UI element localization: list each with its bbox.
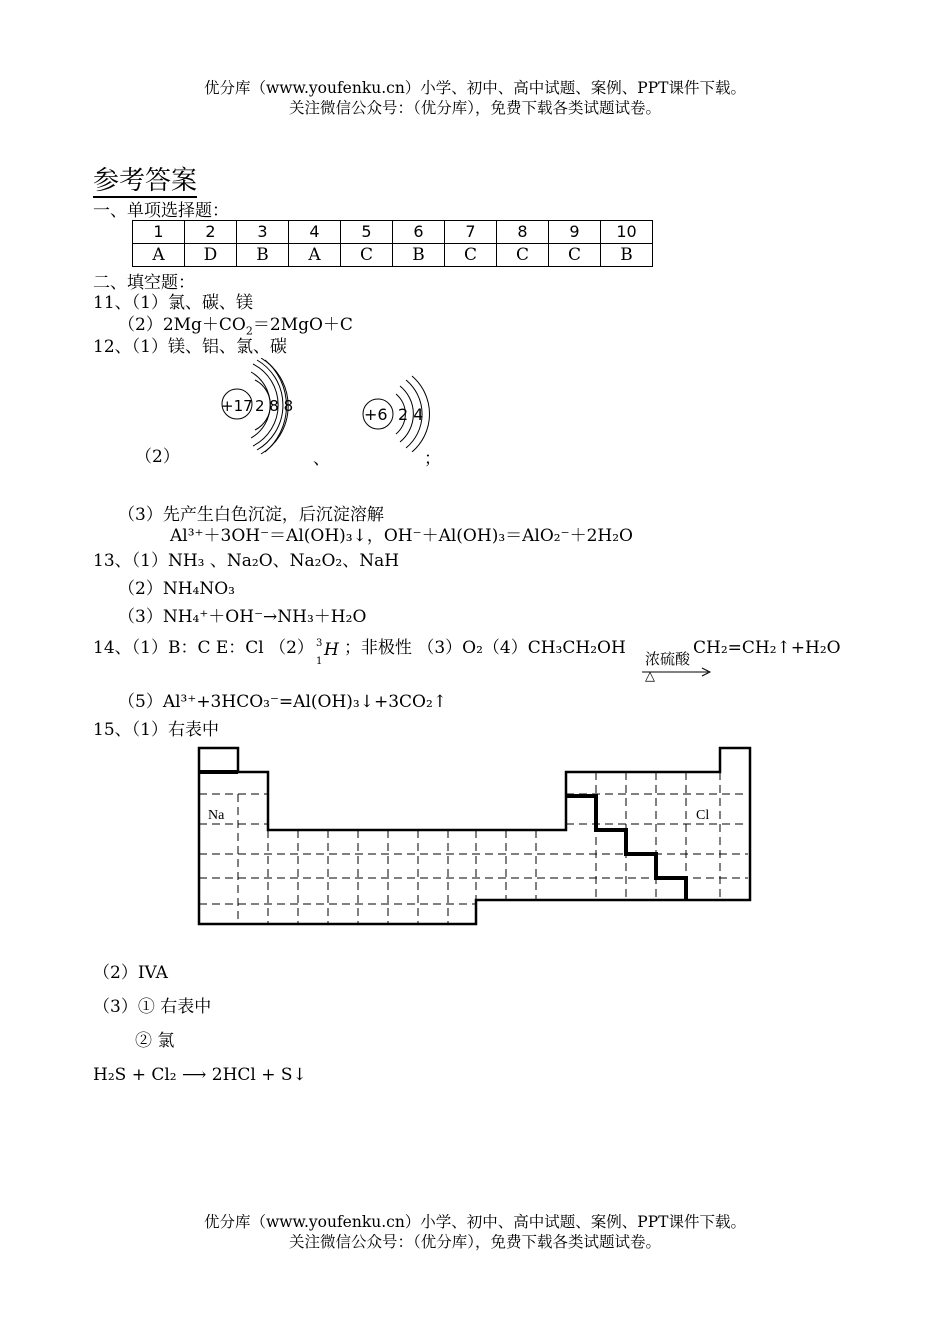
answer-letter: B xyxy=(601,244,653,267)
answer-letter: B xyxy=(393,244,445,267)
answer-letter: C xyxy=(341,244,393,267)
page-title: 参考答案 xyxy=(93,166,198,196)
section-single-choice: 一、单项选择题： xyxy=(93,201,229,221)
answer-number: 10 xyxy=(601,221,653,244)
answer-number: 1 xyxy=(133,221,185,244)
answer-letter-row xyxy=(133,244,653,267)
answer-number: 7 xyxy=(445,221,497,244)
answer-number: 4 xyxy=(289,221,341,244)
answer-letter: C xyxy=(549,244,601,267)
sodium-label: Na xyxy=(208,808,225,823)
q12-separator: ； xyxy=(424,449,441,469)
answer-number: 2 xyxy=(185,221,237,244)
answer-number: 9 xyxy=(549,221,601,244)
q14-part1-c: CH₂=CH₂↑+H₂O xyxy=(693,638,841,658)
footer-line-2: 关注微信公众号：（优分库），免费下载各类试题试卷。 xyxy=(288,1233,661,1251)
isotope-symbol: H xyxy=(323,640,339,660)
q12-part1: 12、（1）镁、铝、氯、碳 xyxy=(93,337,287,357)
answer-letter: C xyxy=(445,244,497,267)
chlorine-ion-structure-diagram xyxy=(205,358,315,458)
answer-number: 5 xyxy=(341,221,393,244)
q15-part3: （3）① 右表中 xyxy=(93,997,212,1017)
nuclear-charge: +17 xyxy=(221,397,253,415)
q11-part2-sub: 2 xyxy=(245,324,253,338)
q15-equation: H₂S + Cl₂ ⟶ 2HCl + S↓ xyxy=(93,1065,307,1085)
q11-part1: 11、（1）氯、碳、镁 xyxy=(93,293,253,313)
q12-part3: （3）先产生白色沉淀，后沉淀溶解 xyxy=(118,505,384,525)
header-line-2: 关注微信公众号：（优分库），免费下载各类试题试卷。 xyxy=(288,99,661,117)
reaction-condition-catalyst: 浓硫酸 xyxy=(645,650,691,668)
q14-part5: （5）Al³⁺+3HCO₃⁻=Al(OH)₃↓+3CO₂↑ xyxy=(118,692,448,712)
q12-equation: Al³⁺＋3OH⁻＝Al(OH)₃↓，OH⁻＋Al(OH)₃＝AlO₂⁻＋2H₂O xyxy=(170,526,633,546)
answer-table xyxy=(132,220,653,267)
isotope-atomic-number: 1 xyxy=(315,656,323,667)
footer-line-1: 优分库（www.youfenku.cn）小学、初中、高中试题、案例、PPT课件下载。 xyxy=(203,1213,747,1231)
periodic-table-diagram xyxy=(190,742,760,932)
q15-part3-b: ② 氯 xyxy=(135,1031,175,1051)
answer-number: 6 xyxy=(393,221,445,244)
nuclear-charge: +6 xyxy=(364,405,388,424)
table-outline xyxy=(199,748,750,924)
q12-part2: （2） xyxy=(135,447,180,467)
electron-shells: 2 8 8 xyxy=(255,397,294,415)
q15-part1: 15、（1）右表中 xyxy=(93,720,219,740)
q14-part1-b: ；非极性 （3）O₂（4）CH₃CH₂OH xyxy=(343,638,626,658)
q13-part2: （2）NH₄NO₃ xyxy=(118,579,235,599)
answer-letter: D xyxy=(185,244,237,267)
answer-number-row xyxy=(133,221,653,244)
electron-shells: 2 4 xyxy=(398,405,424,424)
q11-part2-b: ＝2MgO＋C xyxy=(252,315,353,335)
q14-part1 xyxy=(93,637,626,667)
hydrogen-3-isotope xyxy=(314,637,344,667)
q12-separator: 、 xyxy=(313,449,330,469)
reaction-condition-heat: △ xyxy=(645,669,655,684)
carbon-atom-structure-diagram xyxy=(360,372,440,452)
answer-number: 3 xyxy=(237,221,289,244)
q13-part3: （3）NH₄⁺＋OH⁻→NH₃＋H₂O xyxy=(118,607,367,627)
answer-letter: A xyxy=(289,244,341,267)
chlorine-label: Cl xyxy=(696,808,710,823)
answer-letter: C xyxy=(497,244,549,267)
q11-part2-a: （2）2Mg＋CO xyxy=(118,315,246,335)
q14-part1-a: 14、（1）B：C E：Cl （2） xyxy=(93,638,314,658)
answer-number: 8 xyxy=(497,221,549,244)
q15-part2: （2）IVA xyxy=(93,963,168,983)
q13-part1: 13、（1）NH₃ 、Na₂O、Na₂O₂、NaH xyxy=(93,551,400,571)
header-line-1: 优分库（www.youfenku.cn）小学、初中、高中试题、案例、PPT课件下载。 xyxy=(203,79,747,97)
answer-letter: B xyxy=(237,244,289,267)
answer-letter: A xyxy=(133,244,185,267)
isotope-mass-number: 3 xyxy=(315,638,323,649)
section-fill-blank: 二、填空题： xyxy=(93,273,195,293)
